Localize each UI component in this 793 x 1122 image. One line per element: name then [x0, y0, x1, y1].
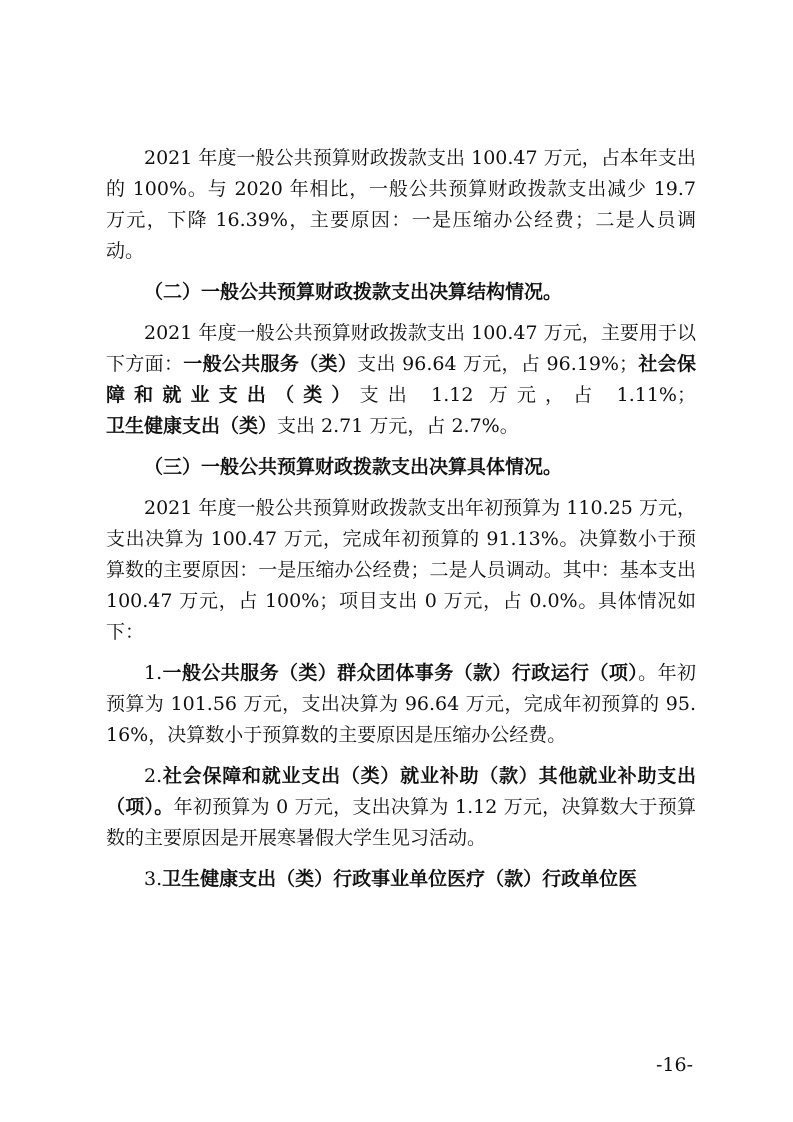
paragraph-details: 2021 年度一般公共预算财政拨款支出年初预算为 110.25 万元，支出决算为 100.47 万元，完成年初预算的 91.13%。决算数小于预算数的主要原因：一是压缩办公经费；二是人员调动。其中：基本支出 100.47 万元，占 100%；项目支出 0 万元，占 0.0%。具体情况如下：: [106, 497, 696, 643]
section-heading-details: （三）一般公共预算财政拨款支出决算具体情况。: [144, 456, 563, 478]
paragraph-structure: 2021 年度一般公共预算财政拨款支出 100.47 万元，主要用于以下方面：一般公共服务（类）支出 96.64 万元，占 96.19%；社会保障和就业支出（类）支出 1.12 万元，占 1.11%；卫生健康支出（类）支出 2.71 万元，占 2.7%。: [106, 322, 696, 437]
section-heading-structure: （二）一般公共预算财政拨款支出决算结构情况。: [144, 281, 563, 303]
item-1-title: 一般公共服务（类）群众团体事务（款）行政运行（项）: [162, 662, 639, 684]
item-2: 2.社会保障和就业支出（类）就业补助（款）其他就业补助支出（项）。年初预算为 0 万元，支出决算为 1.12 万元，决算数大于预算数的主要原因是开展寒暑假大学生见习活动。: [106, 765, 696, 849]
category-social-security: 社会保障和就业支出（类）: [106, 353, 696, 406]
item-3-title: 卫生健康支出（类）行政事业单位医疗（款）行政单位医: [162, 868, 638, 890]
paragraph-summary: 2021 年度一般公共预算财政拨款支出 100.47 万元，占本年支出的 100%。与 2020 年相比，一般公共预算财政拨款支出减少 19.7 万元，下降 16.39%，主要原因：一是压缩办公经费；二是人员调动。: [106, 147, 696, 262]
category-health: 卫生健康支出（类）: [106, 415, 278, 437]
document-body: [106, 143, 696, 895]
item-1: 1.一般公共服务（类）群众团体事务（款）行政运行（项）。年初预算为 101.56 万元，支出决算为 96.64 万元，完成年初预算的 95.16%，决算数小于预算数的主要原因是压缩办公经费。: [106, 662, 696, 746]
page-number: -16-: [655, 1054, 693, 1076]
item-2-title: 社会保障和就业支出（类）就业补助（款）其他就业补助支出（项）。: [106, 765, 696, 818]
category-general-public-services: 一般公共服务（类）: [183, 353, 358, 375]
item-3: 3.卫生健康支出（类）行政事业单位医疗（款）行政单位医: [144, 868, 638, 890]
